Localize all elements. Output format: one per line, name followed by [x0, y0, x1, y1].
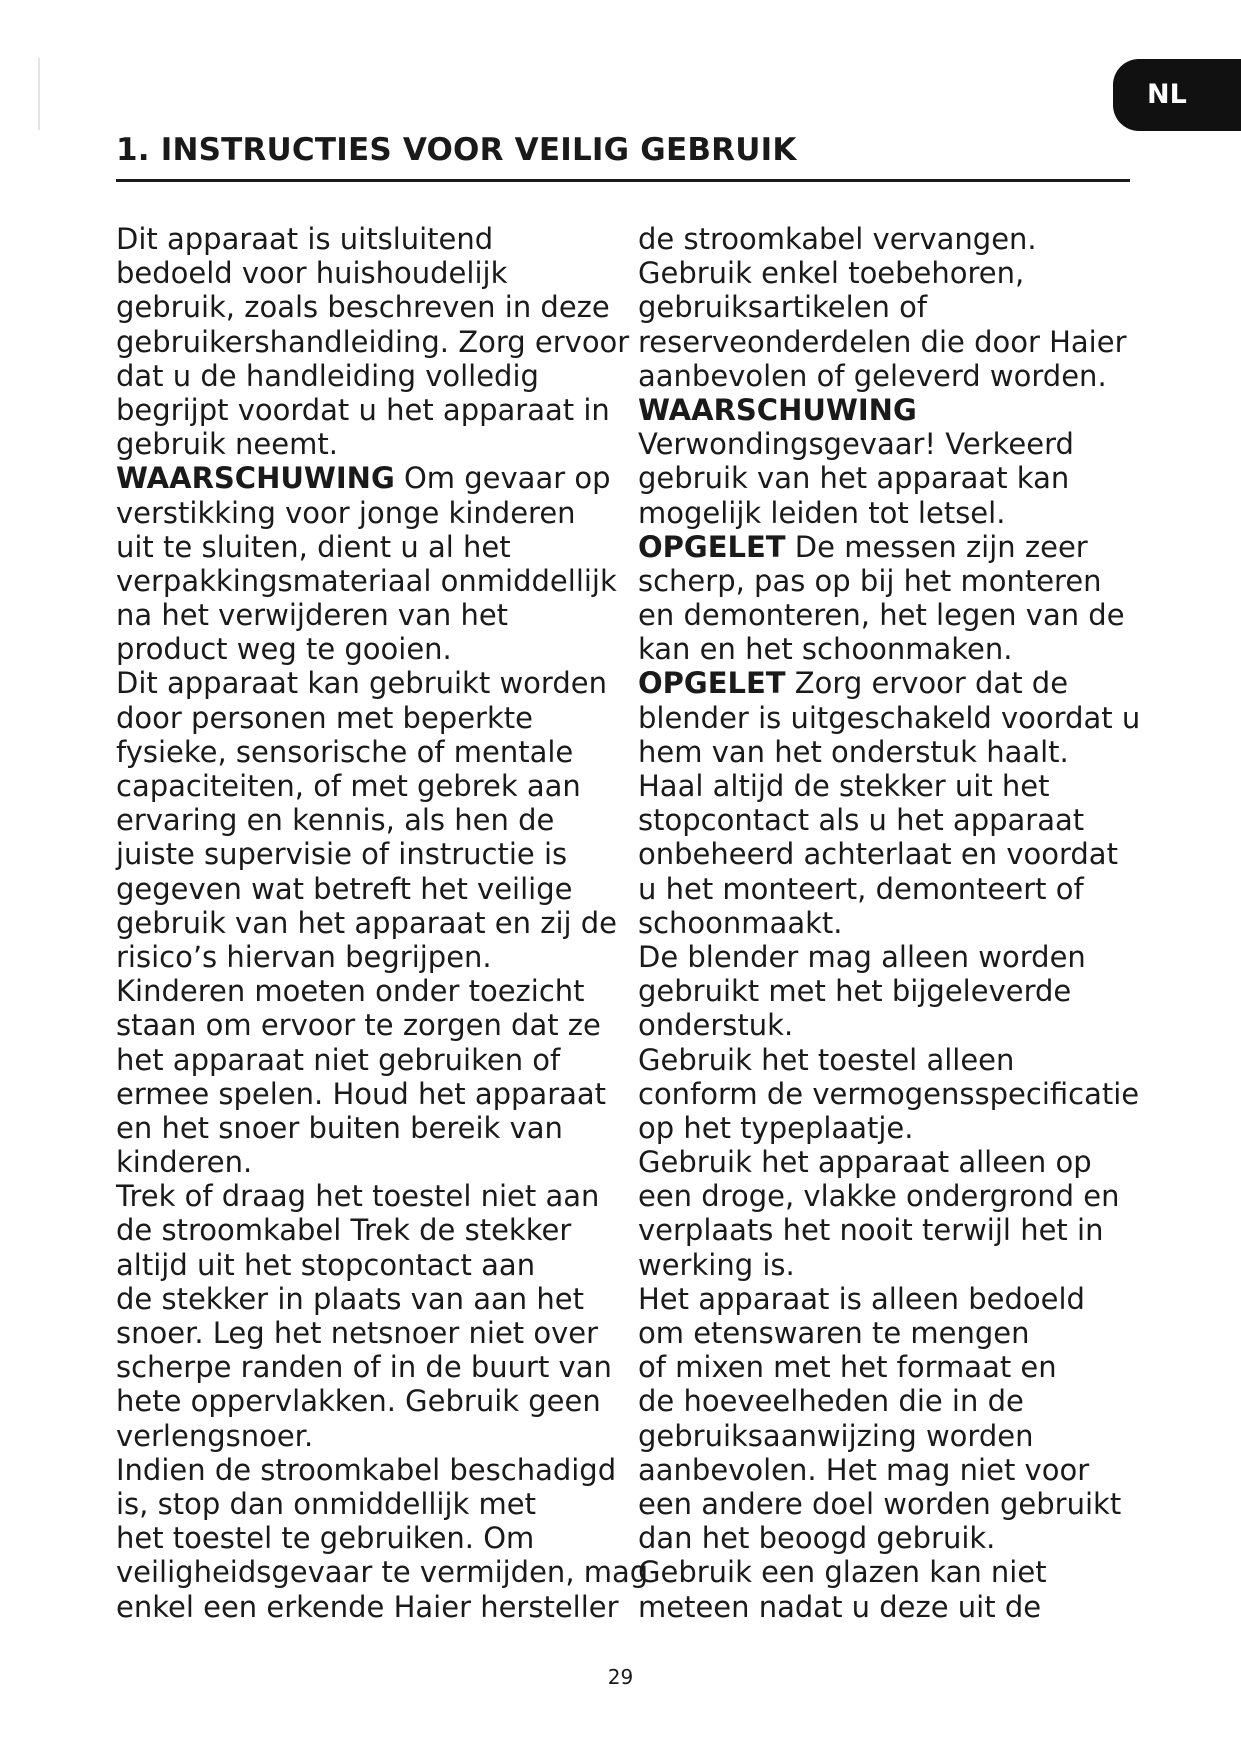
text-line: gebruik, zoals beschreven in deze: [116, 290, 610, 325]
text-line: gebruik van het apparaat en zij de: [116, 905, 618, 940]
text-line: na het verwijderen van het: [116, 598, 509, 633]
text-line: meteen nadat u deze uit de: [638, 1589, 1042, 1624]
text-line: is, stop dan onmiddellijk met: [116, 1486, 537, 1521]
heading-divider: [116, 179, 1130, 182]
text-line: snoer. Leg het netsnoer niet over: [116, 1316, 599, 1350]
text-line: gebruik neemt.: [116, 427, 338, 462]
text-line: aanbevolen of geleverd worden.: [638, 358, 1107, 393]
text-line: onbeheerd achterlaat en voordat: [638, 837, 1118, 872]
text-line: gebruik van het apparaat kan: [638, 461, 1070, 496]
text-line: gegeven wat betreft het veilige: [116, 871, 573, 906]
text-line: bedoeld voor huishoudelijk: [116, 256, 508, 291]
right-text-column: [638, 222, 1141, 1624]
text-line: onderstuk.: [638, 1008, 794, 1043]
text-line: en demonteren, het legen van de: [638, 598, 1125, 633]
text-line: of mixen met het formaat en: [638, 1350, 1057, 1385]
warning-keyword: WAARSCHUWING: [638, 392, 917, 427]
text-line: uit te sluiten, dient u al het: [116, 529, 511, 564]
text-line: De blender mag alleen worden: [638, 939, 1086, 974]
text-line: gebruiksaanwijzing worden: [638, 1418, 1034, 1453]
text-line: de stekker in plaats van aan het: [116, 1281, 584, 1316]
text-line: staan om ervoor te zorgen dat ze: [116, 1008, 601, 1043]
text-line: product weg te gooien.: [116, 632, 452, 667]
text-line: capaciteiten, of met gebrek aan: [116, 769, 581, 803]
text-line: Verwondingsgevaar! Verkeerd: [638, 427, 1074, 462]
text-line: kinderen.: [116, 1145, 253, 1180]
text-line: conform de vermogensspecificatie: [638, 1076, 1140, 1111]
text-line: de stroomkabel vervangen.: [638, 222, 1037, 256]
text-line: hete oppervlakken. Gebruik geen: [116, 1384, 601, 1419]
text-line: aanbevolen. Het mag niet voor: [638, 1452, 1090, 1487]
text-line: Het apparaat is alleen bedoeld: [638, 1281, 1085, 1316]
text-line: [638, 393, 1138, 427]
text-line: ervaring en kennis, als hen de: [116, 803, 555, 838]
text-line: [638, 666, 1138, 700]
text-line: de stroomkabel Trek de stekker: [116, 1213, 572, 1248]
text-line: het apparaat niet gebruiken of: [116, 1042, 561, 1077]
text-line: verplaats het nooit terwijl het in: [638, 1213, 1104, 1248]
text-line: verlengsnoer.: [116, 1418, 314, 1453]
text-line: Dit apparaat is uitsluitend: [116, 222, 494, 256]
line-text: Om gevaar op: [394, 461, 611, 496]
text-line: gebruikt met het bijgeleverde: [638, 974, 1072, 1009]
page-edge-mark: [38, 58, 40, 130]
text-line: [116, 461, 626, 495]
text-line: op het typeplaatje.: [638, 1110, 914, 1145]
text-line: om etenswaren te mengen: [638, 1316, 1030, 1350]
text-line: mogelijk leiden tot letsel.: [638, 495, 1006, 530]
page-number: 29: [607, 1665, 634, 1689]
text-line: ermee spelen. Houd het apparaat: [116, 1076, 607, 1111]
text-line: reserveonderdelen die door Haier: [638, 324, 1127, 359]
text-line: Gebruik het toestel alleen: [638, 1042, 1015, 1077]
warning-keyword: WAARSCHUWING: [116, 461, 395, 496]
warning-keyword: OPGELET: [638, 529, 786, 564]
text-line: schoonmaakt.: [638, 905, 843, 940]
text-line: gebruiksartikelen of: [638, 290, 928, 325]
text-line: door personen met beperkte: [116, 700, 533, 735]
text-line: Haal altijd de stekker uit het: [638, 769, 1050, 803]
text-line: verstikking voor jonge kinderen: [116, 495, 576, 530]
text-line: blender is uitgeschakeld voordat u: [638, 700, 1141, 735]
text-line: de hoeveelheden die in de: [638, 1384, 1024, 1419]
text-line: veiligheidsgevaar te vermijden, mag: [116, 1555, 649, 1590]
text-line: risico’s hiervan begrijpen.: [116, 939, 492, 974]
text-line: Trek of draag het toestel niet aan: [116, 1179, 600, 1214]
text-line: Kinderen moeten onder toezicht: [116, 974, 585, 1009]
text-line: verpakkingsmateriaal onmiddellijk: [116, 563, 617, 598]
text-line: scherpe randen of in de buurt van: [116, 1350, 612, 1385]
text-line: scherp, pas op bij het monteren: [638, 563, 1102, 598]
left-text-column: [116, 222, 649, 1624]
text-line: Indien de stroomkabel beschadigd: [116, 1452, 617, 1487]
section-heading: 1. INSTRUCTIES VOOR VEILIG GEBRUIK: [116, 132, 797, 168]
line-text: Zorg ervoor dat de: [785, 666, 1069, 701]
language-tab: NL: [1113, 59, 1241, 131]
text-line: altijd uit het stopcontact aan: [116, 1247, 536, 1282]
text-line: kan en het schoonmaken.: [638, 632, 1013, 667]
text-line: begrijpt voordat u het apparaat in: [116, 392, 610, 427]
text-line: Gebruik een glazen kan niet: [638, 1555, 1047, 1590]
text-line: fysieke, sensorische of mentale: [116, 734, 574, 769]
text-line: en het snoer buiten bereik van: [116, 1110, 563, 1145]
text-line: dat u de handleiding volledig: [116, 358, 539, 393]
text-line: dan het beoogd gebruik.: [638, 1521, 996, 1556]
text-line: [638, 530, 1138, 564]
text-line: stopcontact als u het apparaat: [638, 803, 1085, 838]
text-line: Dit apparaat kan gebruikt worden: [116, 666, 607, 701]
text-line: een andere doel worden gebruikt: [638, 1486, 1122, 1521]
text-line: hem van het onderstuk haalt.: [638, 734, 1069, 769]
text-line: het toestel te gebruiken. Om: [116, 1521, 535, 1556]
text-line: Gebruik enkel toebehoren,: [638, 256, 1025, 291]
line-text: De messen zijn zeer: [785, 529, 1088, 564]
text-line: u het monteert, demonteert of: [638, 871, 1084, 906]
text-line: een droge, vlakke ondergrond en: [638, 1179, 1120, 1214]
text-line: gebruikershandleiding. Zorg ervoor: [116, 324, 630, 359]
text-line: Gebruik het apparaat alleen op: [638, 1145, 1092, 1180]
text-line: enkel een erkende Haier hersteller: [116, 1589, 619, 1624]
text-line: werking is.: [638, 1247, 795, 1282]
text-line: juiste supervisie of instructie is: [116, 837, 568, 872]
warning-keyword: OPGELET: [638, 666, 786, 701]
